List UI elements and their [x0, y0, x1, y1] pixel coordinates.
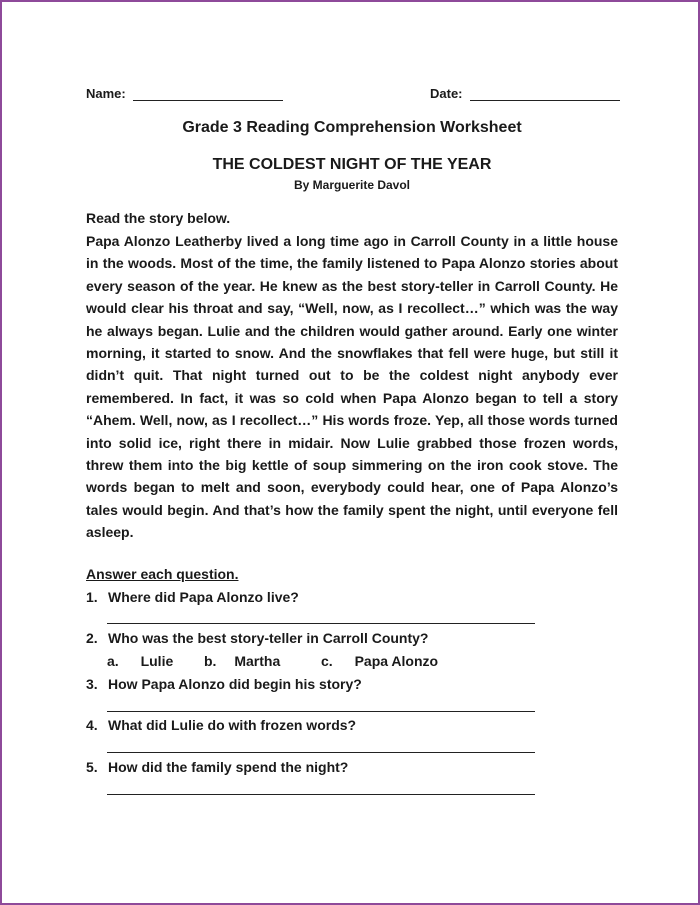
question-number: 4.: [86, 717, 98, 733]
option-text: Martha: [234, 653, 281, 669]
option-text: Papa Alonzo: [354, 653, 439, 669]
question-text: What did Lulie do with frozen words?: [108, 717, 357, 733]
answer-line-3: [107, 711, 535, 712]
worksheet-title: Grade 3 Reading Comprehension Worksheet: [182, 119, 522, 136]
story-author: By Marguerite Davol: [293, 178, 411, 192]
name-blank: [133, 86, 283, 101]
option-text: Lulie: [140, 653, 174, 669]
option-letter: b.: [204, 653, 217, 669]
answer-line-1: [107, 623, 535, 624]
answer-line-4: [107, 752, 535, 753]
question-4: [86, 717, 356, 733]
date-row: [430, 86, 620, 101]
option-a: [107, 653, 173, 669]
question-text: Who was the best story-teller in Carroll County?: [108, 630, 429, 646]
question-number: 5.: [86, 759, 98, 775]
question-number: 3.: [86, 676, 98, 692]
question-5: [86, 759, 348, 775]
question-number: 1.: [86, 589, 98, 605]
question-3: [86, 676, 362, 692]
question-2: [86, 630, 428, 646]
name-row: [86, 86, 283, 101]
story-body: Papa Alonzo Leatherby lived a long time ago in Carroll County in a little house in the woods. Most of the time, the family listened to Papa Alonzo stories about every season of the year. He knew as the best story-teller in Carroll County. He would clear his throat and say, “Well, now, as I recollect…” which was the way he always began. Lulie and the children would gather around. Early one winter morning, it started to snow. And the snowflakes that fell were huge, but still it didn’t quit. That night turned out to be the coldest night anybody ever remembered. In fact, it was so cold when Papa Alonzo began to tell a story “Ahem. Well, now, as I recollect…” His words froze. Yep, all those words turned into solid ice, right there in midair. Now Lulie grabbed those frozen words, threw them into the big kettle of soup simmering on the iron cook stove. The words began to melt and soon, everybody could hear, one of Papa Alonzo’s tales would begin. And that’s how the family spent the night, until everyone fell asleep.: [86, 233, 618, 541]
date-blank: [470, 86, 620, 101]
date-label: Date:: [430, 86, 463, 101]
option-b: [204, 653, 280, 669]
question-number: 2.: [86, 630, 98, 646]
story-title: THE COLDEST NIGHT OF THE YEAR: [212, 156, 492, 173]
question-text: How did the family spend the night?: [108, 759, 349, 775]
answer-line-5: [107, 794, 535, 795]
name-label: Name:: [86, 86, 126, 101]
questions-heading: Answer each question.: [86, 566, 239, 582]
story-intro: Read the story below.: [86, 210, 231, 226]
question-text: Where did Papa Alonzo live?: [108, 589, 299, 605]
question-1: [86, 589, 299, 605]
option-letter: c.: [321, 653, 333, 669]
option-letter: a.: [107, 653, 119, 669]
option-c: [321, 653, 438, 669]
question-text: How Papa Alonzo did begin his story?: [108, 676, 362, 692]
